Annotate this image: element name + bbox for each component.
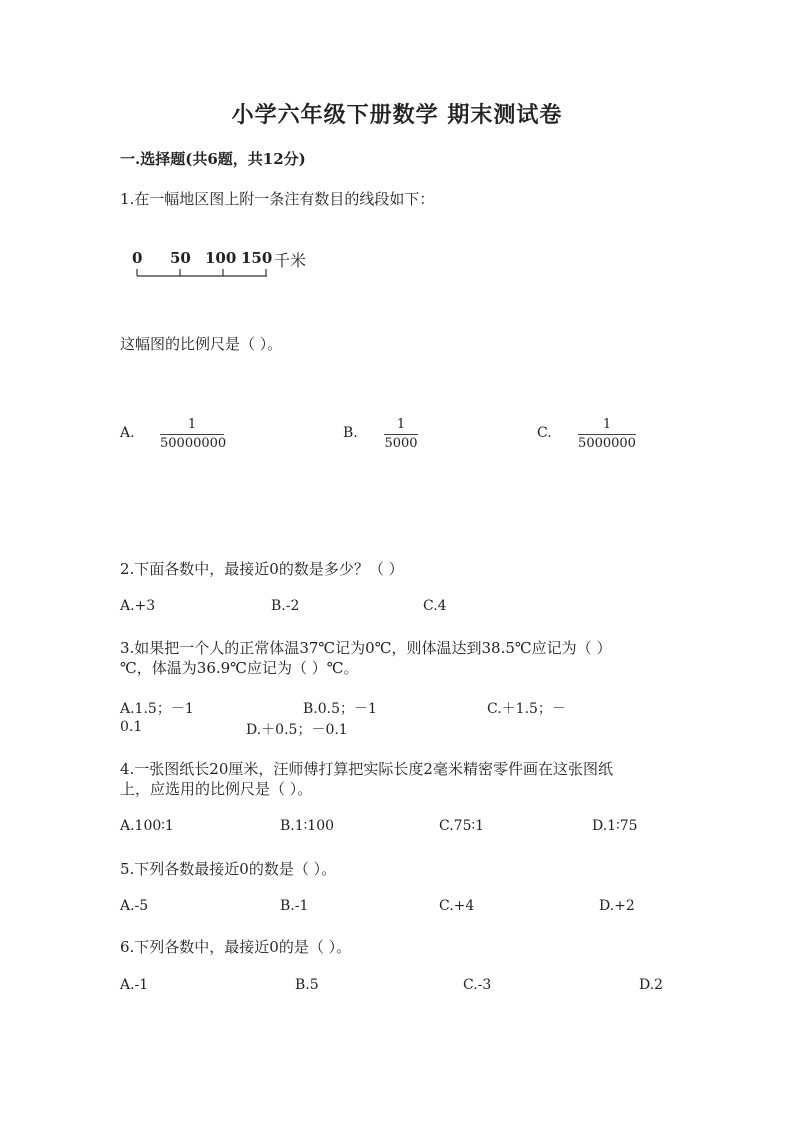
option-c-fraction[interactable] <box>578 417 636 452</box>
option-b[interactable]: B.-2 <box>271 598 300 614</box>
option-c[interactable]: C.4 <box>423 598 447 614</box>
option-c[interactable]: C.-3 <box>463 977 492 993</box>
option-a[interactable]: A.-1 <box>120 977 149 993</box>
option-b[interactable]: B.-1 <box>280 898 309 914</box>
question-1-ask: 这幅图的比例尺是（ ）。 <box>120 335 283 353</box>
option-d[interactable]: D.2 <box>639 977 664 993</box>
option-c[interactable]: C.75∶1 <box>439 818 485 834</box>
option-b-label[interactable]: B. <box>343 425 358 441</box>
page-title: 小学六年级下册数学 期末测试卷 <box>231 102 563 128</box>
scale-tick-label: 100 <box>205 249 237 267</box>
fraction-numerator: 1 <box>602 417 612 432</box>
fraction-denominator: 5000 <box>384 436 418 451</box>
option-a-label[interactable]: A. <box>120 425 135 441</box>
option-c-continued[interactable]: 0.1 <box>120 719 143 735</box>
section-header: 一.选择题(共6题，共12分) <box>120 150 306 168</box>
question-2-stem: 2.下面各数中，最接近0的数是多少？（ ） <box>120 560 404 578</box>
question-6-stem: 6.下列各数中，最接近0的是（ ）。 <box>120 938 352 956</box>
question-3-stem-line2: ℃，体温为36.9℃应记为（ ）℃。 <box>120 659 359 677</box>
question-4-stem-line2: 上，应选用的比例尺是（ ）。 <box>120 780 313 798</box>
question-1-stem: 1.在一幅地区图上附一条注有数目的线段如下： <box>120 190 435 208</box>
fraction-bar <box>578 434 636 435</box>
option-a[interactable]: A.100∶1 <box>120 818 174 834</box>
option-a[interactable]: A.1.5；－1 <box>120 701 194 717</box>
fraction-bar <box>384 434 418 435</box>
scale-line <box>130 266 270 278</box>
option-d[interactable]: D.+2 <box>599 898 635 914</box>
option-b[interactable]: B.1∶100 <box>280 818 335 834</box>
option-b[interactable]: B.5 <box>295 977 319 993</box>
scale-tick-label: 150 <box>241 249 273 267</box>
fraction-bar <box>160 434 224 435</box>
fraction-numerator: 1 <box>396 417 406 432</box>
option-d[interactable]: D.＋0.5；－0.1 <box>246 722 348 738</box>
option-b[interactable]: B.0.5；－1 <box>303 701 377 717</box>
question-5-stem: 5.下列各数最接近0的数是（ ）。 <box>120 860 337 878</box>
fraction-denominator: 50000000 <box>160 436 227 451</box>
option-c[interactable]: C.＋1.5；－ <box>487 701 566 717</box>
fraction-numerator: 1 <box>187 417 197 432</box>
fraction-denominator: 5000000 <box>578 436 636 451</box>
scale-tick-label: 50 <box>170 249 191 267</box>
option-d[interactable]: D.1∶75 <box>592 818 638 834</box>
option-a[interactable]: A.-5 <box>120 898 149 914</box>
scale-tick-label: 0 <box>132 249 143 267</box>
question-3-stem-line1: 3.如果把一个人的正常体温37℃记为0℃，则体温达到38.5℃应记为（ ） <box>120 639 612 657</box>
option-a-fraction[interactable] <box>160 417 227 452</box>
question-4-stem-line1: 4.一张图纸长20厘米，汪师傅打算把实际长度2毫米精密零件画在这张图纸 <box>120 760 613 778</box>
scale-unit-label: 千米 <box>274 251 307 270</box>
option-b-fraction[interactable] <box>384 417 418 452</box>
option-c[interactable]: C.+4 <box>439 898 475 914</box>
option-a[interactable]: A.+3 <box>120 598 156 614</box>
option-c-label[interactable]: C. <box>537 425 552 441</box>
